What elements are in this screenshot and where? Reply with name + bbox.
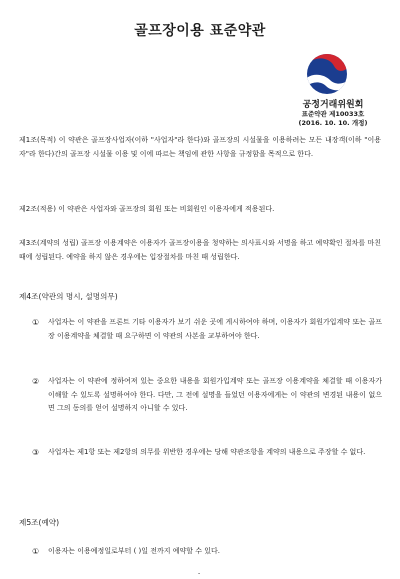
page-number-mark: -	[198, 570, 201, 577]
item-text: 사업자는 제1항 또는 제2항의 의무를 위반한 경우에는 당해 약관조항을 계약의 내용으로 주장할 수 없다.	[48, 448, 366, 456]
standard-number: 표준약관 제10033호	[301, 110, 365, 118]
article-4-title: 제4조(약관의 명시, 설명의무)	[19, 292, 118, 301]
agency-name: 공정거래위원회	[302, 100, 364, 110]
article-title: 제3조(계약의 성립)	[19, 239, 79, 247]
standard-terms-number	[276, 110, 390, 128]
article-title: 제2조(적용)	[19, 205, 56, 213]
item-text: 사업자는 이 약관을 프론트 기타 이용자가 보기 쉬운 곳에 게시하여야 하며, 이용자가 회원가입계약 또는 골프장 이용계약을 체결할 때 요구하면 이 약관의 사본을 교부하여야 한다.	[48, 318, 382, 340]
article-5-title: 제5조(예약)	[19, 518, 60, 527]
article-1	[19, 134, 381, 161]
article-text: 골프장 이용계약은 이용자가 골프장이용을 청약하는 의사표시와 서명을 하고 예약확인 절차를 마친 때에 성립된다. 예약을 하지 않은 경우에는 입장절차를 마친 때 성립한다.	[19, 239, 381, 261]
article-4-item-2	[32, 375, 382, 416]
item-number: ①	[32, 318, 40, 327]
revision-date: (2016. 10. 10. 개정)	[298, 119, 368, 127]
article-text: 이 약관은 사업자와 골프장의 회원 또는 비회원인 이용자에게 적용된다.	[55, 205, 275, 213]
article-3	[19, 237, 381, 264]
article-text: 이 약관은 골프장사업자(이하 "사업자"라 한다)와 골프장의 시설물을 이용하려는 모든 내장객(이하 "이용자"라 한다)간의 골프장 시설물 이용 및 이에 따르는 책임에 관한 사항을 규정함을 목적으로 한다.	[19, 136, 381, 158]
article-title: 제1조(목적)	[19, 136, 56, 144]
document-title: 골프장이용 표준약관	[134, 23, 266, 39]
item-text: 이용자는 이용예정일로부터 ( )일 전까지 예약할 수 있다.	[48, 547, 221, 555]
ftc-taegeuk-logo-icon	[302, 52, 352, 96]
item-text: 사업자는 이 약관에 정하여져 있는 중요한 내용을 회원가입계약 또는 골프장 이용계약을 체결할 때 이용자가 이해할 수 있도록 설명하여야 한다. 다만, 그 전에 설명을 들었던 이용자에게는 이 약관의 변경된 내용이 없으면 그의 동의를 얻어 설명하지 아니할 수 있다.	[48, 377, 382, 412]
article-2	[19, 203, 381, 217]
article-5-item-1	[32, 545, 382, 559]
article-4-item-3	[32, 446, 382, 460]
item-number: ③	[32, 448, 40, 457]
item-number: ②	[32, 377, 40, 386]
item-number: ①	[32, 547, 40, 556]
article-4-item-1	[32, 316, 382, 343]
